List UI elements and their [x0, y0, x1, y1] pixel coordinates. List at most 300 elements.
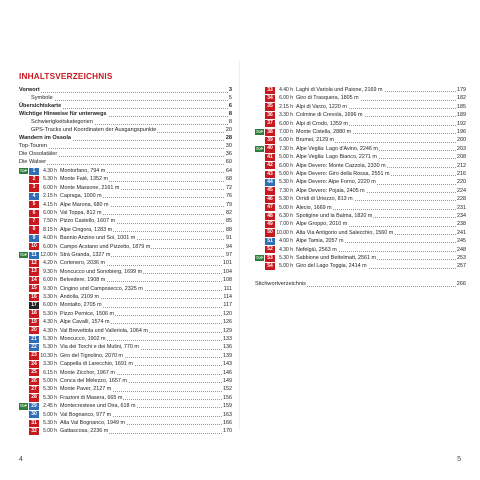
top-tour-badge: TOP [19, 253, 28, 257]
route-duration: 3.30 h [43, 294, 57, 300]
toc-entry-page: 5 [228, 95, 232, 101]
toc-entry-page: 30 [225, 143, 232, 149]
route-page: 82 [226, 210, 232, 216]
route-title: Alecio, 1669 m [296, 204, 332, 211]
route-duration: 6.00 h [43, 243, 57, 250]
route-number-badge: 14 [29, 277, 39, 284]
route-row [255, 120, 466, 128]
route-duration: 6.00 h [43, 184, 57, 191]
route-title-line [296, 145, 466, 153]
route-title-line [296, 136, 466, 144]
route-title-line [296, 178, 466, 186]
route-page: 146 [223, 369, 232, 376]
route-number-badge: 20 [29, 327, 39, 334]
route-row [19, 335, 232, 343]
route-duration: 4.30 h [43, 327, 57, 334]
route-duration: 2.45 h [43, 403, 57, 410]
route-row [19, 369, 232, 377]
route-row [19, 192, 232, 200]
toc-entry-page: 20 [225, 127, 232, 133]
route-title-line [296, 170, 466, 178]
route-row [19, 394, 232, 402]
route-page: 139 [223, 352, 232, 359]
route-page: 97 [226, 252, 232, 258]
route-number-badge: 7 [29, 218, 39, 225]
route-title: Orridi di Uriezzo, 813 m [296, 196, 353, 203]
route-title-line [296, 195, 466, 203]
route-number-badge: 9 [29, 235, 39, 242]
route-page: 156 [223, 394, 232, 401]
route-title-line [296, 246, 466, 254]
route-number-badge: 24 [29, 361, 39, 368]
route-title: Alpi di Crodo, 1359 m [296, 120, 348, 127]
toc-entry-page: 8 [228, 111, 232, 117]
route-number-badge: 51 [265, 238, 275, 245]
route-row [255, 162, 466, 170]
route-duration: 3.30 h [43, 361, 57, 368]
route-title: Monte Massone, 2161 m [60, 184, 120, 191]
route-duration: 2.15 h [43, 193, 57, 200]
route-title: Giro del Lago Toggia, 2414 m [296, 263, 367, 270]
route-title: Pizzo Castello, 1607 m [60, 218, 116, 225]
route-number-badge: 26 [29, 378, 39, 385]
route-duration: 6.00 h [43, 277, 57, 284]
route-title-line [296, 220, 466, 228]
route-duration: 5.30 h [279, 196, 293, 203]
route-row [255, 111, 466, 119]
route-title: Alpe Veglia: Lago Bianco, 2271 m [296, 154, 377, 161]
route-title-line [60, 251, 232, 259]
route-duration: 5.00 h [43, 428, 57, 435]
route-page: 245 [457, 238, 466, 245]
route-duration: 5.30 h [279, 255, 293, 261]
route-title: Conca del Melezzo, 1657 m [60, 378, 127, 384]
route-title: Giro di Trasquera, 1805 m [296, 95, 359, 102]
route-row [19, 360, 232, 368]
route-title: Alpe Devero: Alpe Forno, 2220 m [296, 179, 376, 186]
route-row [255, 220, 466, 228]
route-title: Montecrestese und Oira, 618 m [60, 403, 136, 410]
route-number-badge: 45 [265, 187, 275, 194]
route-title-line [60, 243, 232, 251]
route-page: 224 [457, 187, 466, 194]
route-number-badge: 17 [29, 302, 39, 309]
route-number-badge: 12 [29, 260, 39, 267]
route-page: 91 [226, 235, 232, 242]
route-duration: 10.00 h [276, 229, 293, 236]
route-duration: 5.00 h [43, 378, 57, 384]
route-page: 133 [223, 336, 232, 342]
route-duration: 7.00 h [279, 221, 293, 228]
route-page: 152 [223, 386, 232, 393]
route-title-line [60, 411, 232, 419]
route-number-badge: 25 [29, 369, 39, 376]
toc-entry-label: Die Walser [19, 159, 47, 165]
toc-entry-page: 36 [225, 151, 232, 157]
route-row [19, 301, 232, 309]
route-row [19, 268, 232, 276]
route-number-badge: 49 [265, 221, 275, 228]
route-page: 108 [223, 277, 232, 284]
route-title-line [60, 201, 232, 209]
route-title: Moncucco und Sonobierg, 1699 m [60, 268, 143, 275]
route-title-line [296, 128, 466, 136]
route-row [255, 94, 466, 102]
route-title: Val Brevettola und Valleriola, 1064 m [60, 327, 148, 334]
route-title: Alpe Devero: Monte Cazzola, 2330 m [296, 162, 386, 169]
route-page: 104 [223, 268, 232, 275]
route-row [19, 419, 232, 427]
route-page: 120 [223, 310, 232, 317]
route-title-line [60, 192, 232, 200]
route-page: 220 [457, 179, 466, 186]
route-duration: 7.50 h [43, 218, 57, 225]
route-duration: 6.00 h [279, 162, 293, 169]
top-tour-badge: TOP [255, 256, 264, 260]
route-title-line [60, 327, 232, 335]
route-title: Belvedere, 1908 m [60, 277, 106, 284]
route-page: 182 [457, 95, 466, 102]
route-page: 85 [226, 218, 232, 225]
route-title-line [60, 209, 232, 217]
toc-entry-page: 6 [228, 103, 232, 109]
route-number-badge: 39 [265, 137, 275, 144]
route-number-badge: 23 [29, 352, 39, 359]
route-title-line [60, 268, 232, 276]
route-page: 159 [223, 403, 232, 410]
index-page: 266 [456, 281, 466, 287]
route-title-line [296, 187, 466, 195]
route-title-line [60, 369, 232, 377]
route-title-line [60, 360, 232, 368]
route-title-line [60, 335, 232, 343]
route-duration: 4.15 h [43, 201, 57, 208]
route-number-badge: 40 [265, 145, 275, 152]
route-title: Montalto, 2705 m [60, 302, 102, 309]
route-duration: 7.30 h [279, 145, 293, 152]
route-page: 64 [226, 168, 232, 174]
index-label: Stichwortverzeichnis [255, 281, 306, 287]
route-duration: 12.00 h [40, 252, 57, 258]
route-title: Val Bognanco, 977 m [60, 411, 112, 418]
top-tour-badge: TOP [19, 169, 28, 173]
route-title: Monte Cistella, 2880 m [296, 129, 352, 135]
route-duration: 7.30 h [279, 187, 293, 194]
route-number-badge: 22 [29, 344, 39, 351]
route-title-line [60, 377, 232, 385]
route-row [255, 187, 466, 195]
route-title-line [60, 352, 232, 360]
route-number-badge: 28 [29, 394, 39, 401]
route-title-line [60, 293, 232, 301]
route-title-line [296, 262, 466, 270]
route-row [19, 327, 232, 335]
route-duration: 4.30 h [279, 246, 293, 253]
route-number-badge: 21 [29, 336, 39, 343]
route-row [19, 201, 232, 209]
route-page: 253 [457, 255, 466, 261]
route-row [19, 259, 232, 267]
route-title-line [60, 276, 232, 284]
route-number-badge: 1 [29, 168, 39, 175]
route-page: 166 [223, 420, 232, 426]
route-duration: 5.30 h [43, 344, 57, 351]
right-page [240, 0, 480, 480]
route-duration: 6.00 h [279, 137, 293, 144]
route-duration: 4.20 h [43, 260, 57, 267]
route-title-line [296, 120, 466, 128]
route-title: Cortenero, 2036 m [60, 260, 105, 267]
route-row [19, 175, 232, 183]
route-title: Alpe Devero: Giro della Rossa, 2551 m [296, 171, 390, 177]
route-title: Brumei, 2129 m [296, 137, 335, 144]
route-row [19, 385, 232, 393]
route-title-line [60, 427, 232, 435]
toc-entry-label: Vorwort [19, 87, 40, 93]
route-number-badge: 35 [265, 103, 275, 110]
top-tour-badge: TOP [255, 146, 264, 151]
toc-entry [19, 158, 232, 167]
route-title-line [60, 285, 232, 293]
route-page: 231 [457, 204, 466, 211]
route-number-badge: 50 [265, 229, 275, 236]
route-row [255, 170, 466, 178]
toc-entry-page: 3 [228, 87, 232, 93]
route-number-badge: 5 [29, 201, 39, 208]
route-page: 68 [226, 176, 232, 183]
route-number-badge: 31 [29, 420, 39, 427]
route-page: 79 [226, 201, 232, 208]
route-row [19, 285, 232, 293]
toc-entry-label: Schwierigkeitskategorien [31, 119, 93, 125]
route-duration: 5.00 h [279, 154, 293, 161]
route-title-line [296, 86, 466, 94]
route-number-badge: 8 [29, 226, 39, 233]
route-number-badge: 42 [265, 162, 275, 169]
route-title-line [296, 229, 466, 237]
route-page: 117 [223, 302, 232, 309]
route-row [19, 167, 232, 175]
route-duration: 4.00 h [279, 238, 293, 245]
route-title-line [60, 234, 232, 242]
route-number-badge: 43 [265, 171, 275, 178]
route-page: 136 [223, 344, 232, 351]
route-number-badge: 54 [265, 263, 275, 270]
route-title: Alpe Tamia, 2057 m [296, 238, 344, 245]
route-page: 170 [223, 428, 232, 435]
route-title: Via dei Torchi e dei Mulini, 770 m [60, 344, 139, 351]
toc-entry-label: Die Ossolatäler [19, 151, 58, 157]
route-title: Spotigine und la Balma, 1820 m [296, 213, 373, 219]
route-duration: 2.15 h [279, 103, 293, 110]
route-page: 126 [223, 319, 232, 326]
route-page: 192 [457, 120, 466, 127]
route-title-line [60, 419, 232, 427]
route-duration: 5.30 h [43, 176, 57, 183]
route-title: Strà Granda, 1327 m [60, 252, 111, 258]
route-row [255, 145, 466, 153]
route-title-line [296, 254, 466, 262]
route-page: 114 [223, 294, 232, 300]
route-number-badge: 10 [29, 243, 39, 250]
route-number-badge: 41 [265, 154, 275, 161]
route-number-badge: 4 [29, 193, 39, 200]
route-duration: 7.00 h [279, 129, 293, 135]
route-row [255, 262, 466, 270]
toc-entry-label: GPS-Tracks und Koordinaten der Ausgangspunkte [31, 127, 157, 133]
route-title: Frazioni di Masera, 665 m [60, 394, 123, 401]
route-row [19, 243, 232, 251]
route-title-line [296, 212, 466, 220]
route-page: 234 [457, 213, 466, 219]
route-title: Pizzo Pernice, 1506 m [60, 310, 114, 317]
route-row [19, 276, 232, 284]
route-row [19, 217, 232, 225]
route-row [19, 352, 232, 360]
route-row [255, 136, 466, 144]
toc-entry-label: Wichtige Hinweise für unterwegs [19, 111, 107, 117]
route-row [255, 246, 466, 254]
route-page: 200 [457, 137, 466, 144]
route-title: Monte Faiè, 1352 m [60, 176, 108, 183]
route-page: 248 [457, 246, 466, 253]
route-duration: 4.40 h [279, 87, 293, 93]
route-number-badge: 38 [265, 129, 275, 136]
route-title-line [296, 111, 466, 119]
route-number-badge: 44 [265, 179, 275, 186]
route-page: 238 [457, 221, 466, 228]
route-row [255, 86, 466, 94]
route-page: 94 [226, 243, 232, 250]
route-title: Laghi di Variola und Paione, 2169 m [296, 87, 383, 93]
route-page: 129 [223, 327, 232, 334]
route-page: 149 [223, 378, 232, 384]
route-title: Alpe Marona, 680 m [60, 201, 109, 208]
toc-entry-label: Symbole [31, 95, 53, 101]
route-number-badge: 11 [29, 252, 39, 259]
route-title: Alta Via Antigorio und Salecchio, 1560 m [296, 229, 394, 236]
route-number-badge: 47 [265, 204, 275, 211]
route-number-badge: 2 [29, 176, 39, 183]
route-page: 185 [457, 103, 466, 110]
route-number-badge: 46 [265, 196, 275, 203]
route-title-line [60, 184, 232, 192]
route-row [255, 204, 466, 212]
route-duration: 9.30 h [43, 268, 57, 275]
route-title: Giro del Tignolino, 2070 m [60, 352, 123, 359]
route-title-line [296, 237, 466, 245]
route-duration: 6.15 h [43, 369, 57, 376]
route-duration: 3.30 h [279, 112, 293, 119]
route-duration: 5.00 h [279, 171, 293, 177]
route-number-badge: 30 [29, 411, 39, 418]
route-page: 203 [457, 145, 466, 152]
route-duration: 6.30 h [279, 213, 293, 219]
route-title: Bannio Anzino und Soi, 1001 m [60, 235, 136, 242]
route-duration: 10.30 h [40, 352, 57, 359]
route-title-line [296, 162, 466, 170]
page-number-right: 5 [457, 456, 461, 463]
route-duration: 6.00 h [43, 302, 57, 309]
route-duration: 5.00 h [43, 411, 57, 418]
route-title: Alpe Veglia: Lago d'Avino, 2246 m [296, 145, 378, 152]
route-page: 179 [457, 87, 466, 93]
route-row [255, 229, 466, 237]
route-page: 72 [226, 184, 232, 191]
route-row [19, 293, 232, 301]
route-number-badge: 15 [29, 285, 39, 292]
route-title: Gattascosa, 2236 m [60, 428, 109, 435]
route-title-line [60, 175, 232, 183]
route-title-line [60, 394, 232, 402]
route-duration: 5.30 h [43, 386, 57, 393]
route-row [19, 343, 232, 351]
route-title-line [60, 402, 232, 410]
route-title-line [296, 204, 466, 212]
route-duration: 5.00 h [279, 263, 293, 270]
toc-entry-page: 60 [225, 159, 232, 165]
route-title: Nefelgiù, 2563 m [296, 246, 337, 253]
route-title: Colmine di Crevola, 1696 m [296, 112, 363, 119]
toc-entry-label: Top-Touren [19, 143, 47, 149]
route-duration: 4.30 h [43, 168, 57, 174]
route-number-badge: 6 [29, 210, 39, 217]
route-duration: 5.30 h [279, 179, 293, 186]
route-number-badge: 16 [29, 294, 39, 301]
route-row [19, 251, 232, 259]
top-tour-badge: TOP [255, 130, 264, 134]
route-row [255, 195, 466, 203]
route-row [255, 254, 466, 262]
route-duration: 5.30 h [43, 394, 57, 401]
route-number-badge: 52 [265, 246, 275, 253]
route-number-badge: 48 [265, 213, 275, 220]
route-title: Cingino und Camposecco, 2325 m [60, 285, 143, 292]
route-title-line [60, 310, 232, 318]
route-row [255, 153, 466, 161]
route-page: 163 [223, 411, 232, 418]
route-title: Capraga, 1000 m [60, 193, 102, 200]
route-title-line [296, 153, 466, 161]
route-page: 189 [457, 112, 466, 119]
route-duration: 5.30 h [43, 420, 57, 426]
route-number-badge: 33 [265, 87, 275, 94]
route-duration: 5.30 h [43, 336, 57, 342]
route-page: 257 [457, 263, 466, 270]
route-page: 196 [457, 129, 466, 135]
route-title: Sabbione und Bettelmatt, 2561 m [296, 255, 377, 261]
route-row [19, 234, 232, 242]
route-number-badge: 3 [29, 184, 39, 191]
route-title: Moncucco, 1902 m [60, 336, 106, 342]
route-number-badge: 13 [29, 268, 39, 275]
route-number-badge: 37 [265, 120, 275, 127]
route-row [19, 427, 232, 435]
route-title: Campo Acstano und Pizzetto, 1879 m [60, 243, 151, 250]
route-duration: 6.00 h [279, 95, 293, 102]
route-title: Monte Paver, 2127 m [60, 386, 112, 393]
route-row [19, 402, 232, 410]
top-tour-badge: TOP [19, 404, 28, 409]
route-title-line [60, 226, 232, 234]
route-title-line [296, 103, 466, 111]
route-title: Alpe Cavalli, 1574 m [60, 319, 110, 326]
route-title: Alpe Cingora, 1283 m [60, 226, 113, 233]
toc-entry-page: 28 [225, 135, 232, 141]
route-title: Cappella di Larecchio, 1691 m [60, 361, 133, 368]
route-number-badge: 36 [265, 112, 275, 119]
route-number-badge: 32 [29, 428, 39, 435]
